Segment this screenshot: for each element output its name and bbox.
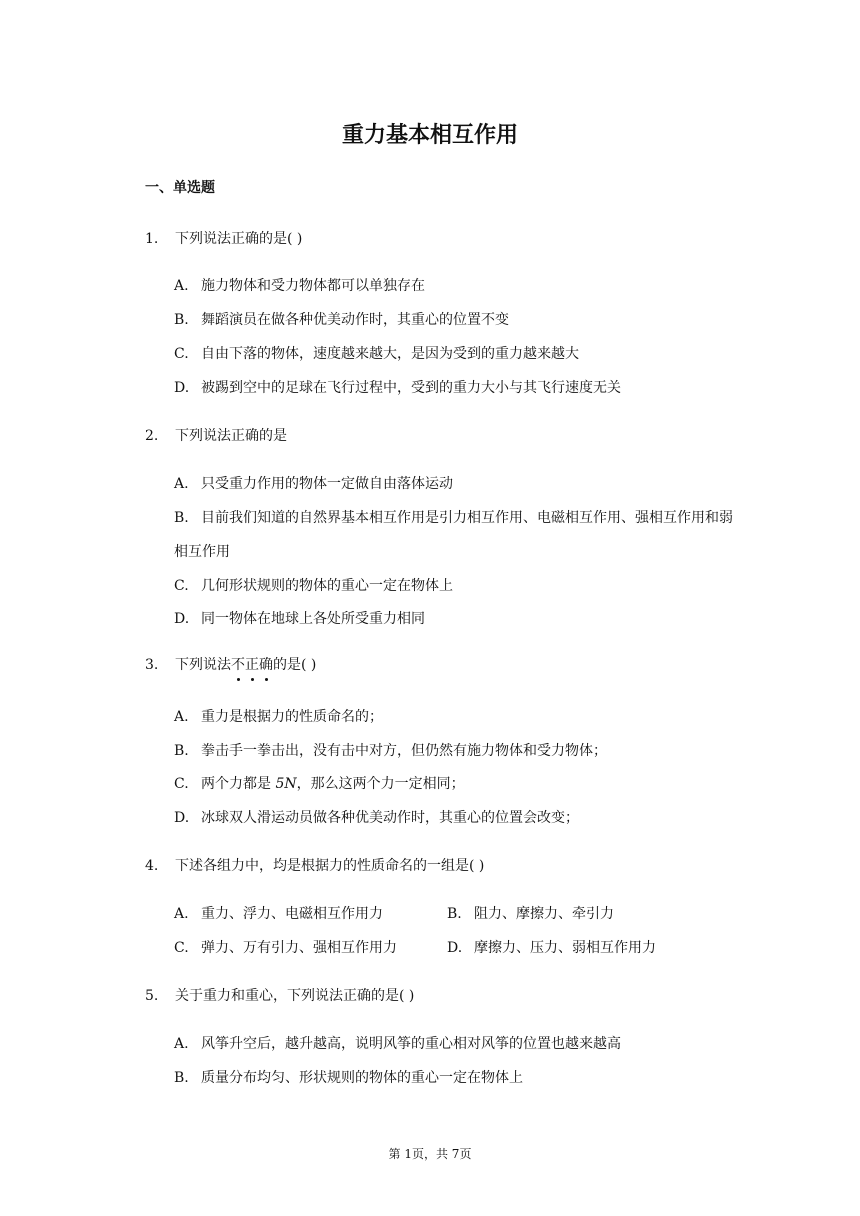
emphasis-dot [265,678,268,681]
question-2-option-a [174,473,453,495]
option-text: 重力是根据力的性质命名的； [201,709,383,725]
question-4-option-d [447,937,656,959]
option-text: 质量分布均匀、形状规则的物体的重心一定在物体上 [201,1070,523,1086]
question-text: 下述各组力中，均是根据力的性质命名的一组是( ) [175,858,485,874]
option-letter: C. [174,776,189,792]
option-letter: B. [174,510,189,526]
option-text: 同一物体在地球上各处所受重力相同 [201,611,425,627]
question-text: 下列说法正确的是( ) [175,231,303,247]
question-4-option-c [174,937,397,959]
question-text: 关于重力和重心，下列说法正确的是( ) [175,988,415,1004]
question-number: 5. [145,988,159,1004]
option-letter: A. [174,906,189,922]
emphasis-char: 正 [245,654,259,676]
question-number: 4. [145,858,159,874]
option-letter: A. [174,476,189,492]
option-letter: D. [174,611,190,627]
option-letter: C. [174,346,189,362]
option-text: 舞蹈演员在做各种优美动作时，其重心的位置不变 [201,312,509,328]
question-3-option-b [174,740,607,762]
question-2-option-b [174,501,734,569]
question-3-stem [145,654,316,676]
option-text: 摩擦力、压力、弱相互作用力 [474,940,656,956]
document-title: 重力基本相互作用 [341,123,518,148]
question-1-option-c [174,343,579,365]
option-letter: B. [447,906,462,922]
option-text-pre: 两个力都是 [201,776,276,792]
option-text: 拳击手一拳击出，没有击中对方，但仍然有施力物体和受力物体； [201,743,607,759]
option-letter: B. [174,1070,189,1086]
option-letter: C. [174,578,189,594]
option-letter: C. [174,940,189,956]
option-text: 阻力、摩擦力、牵引力 [474,906,614,922]
question-text-pre: 下列说法 [175,657,231,673]
question-3-option-d [174,807,579,829]
question-1-stem [145,228,302,250]
question-5-option-a [174,1033,621,1055]
question-4-option-b [447,903,614,925]
question-5-option-b [174,1067,523,1089]
emphasis-char: 确 [259,654,273,676]
question-2-stem [145,425,287,447]
emphasis-char: 不 [231,654,245,676]
question-2-option-d [174,608,425,630]
option-text: 只受重力作用的物体一定做自由落体运动 [201,476,453,492]
question-3-option-a [174,706,383,728]
question-1-option-b [174,309,509,331]
emphasis-dot [237,678,240,681]
question-text: 下列说法正确的是 [175,428,287,444]
page-footer: 第 1页，共 7页 [388,1147,472,1161]
option-text: 被踢到空中的足球在飞行过程中，受到的重力大小与其飞行速度无关 [201,380,621,396]
question-number: 1. [145,231,159,247]
option-text: 冰球双人滑运动员做各种优美动作时，其重心的位置会改变； [201,810,579,826]
option-text: 重力、浮力、电磁相互作用力 [201,906,383,922]
option-text-post: ，那么这两个力一定相同； [296,776,465,792]
emphasis-dot [251,678,254,681]
option-letter: A. [174,278,189,294]
option-text: 自由下落的物体，速度越来越大，是因为受到的重力越来越大 [201,346,579,362]
option-text: 施力物体和受力物体都可以单独存在 [201,278,425,294]
option-letter: D. [447,940,463,956]
question-1-option-a [174,275,425,297]
question-number: 2. [145,428,159,444]
option-letter: A. [174,1036,189,1052]
option-letter: B. [174,312,189,328]
option-text: 目前我们知道的自然界基本相互作用是引力相互作用、电磁相互作用、强相互作用和弱相互作用 [174,510,733,560]
question-4-stem [145,855,484,877]
option-letter: D. [174,810,190,826]
option-letter: B. [174,743,189,759]
section-heading: 一、单选题 [145,180,215,196]
option-letter: A. [174,709,189,725]
question-text-post: 的是( ) [273,657,317,673]
question-4-option-a [174,903,383,925]
option-text: 风筝升空后，越升越高，说明风筝的重心相对风筝的位置也越来越高 [201,1036,621,1052]
math-value: 5N [275,776,297,792]
option-letter: D. [174,380,190,396]
question-5-stem [145,985,414,1007]
option-text: 弹力、万有引力、强相互作用力 [201,940,397,956]
question-1-option-d [174,377,621,399]
question-3-option-c [174,773,465,795]
option-text: 几何形状规则的物体的重心一定在物体上 [201,578,453,594]
question-2-option-c [174,575,453,597]
question-number: 3. [145,657,159,673]
